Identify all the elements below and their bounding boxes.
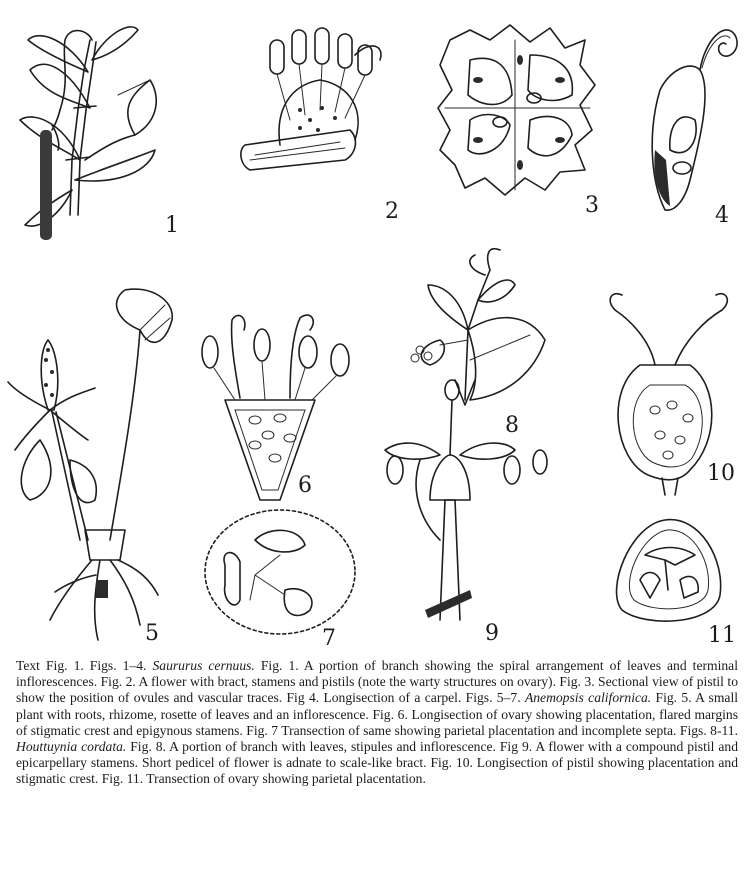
fig-11-transection-drawing <box>617 520 721 622</box>
fig-7-label: 7 <box>322 626 336 650</box>
fig-8-branch-drawing <box>411 249 545 405</box>
caption-taxon-anemopsis: Anemopsis californica. <box>524 690 652 706</box>
fig-8-label: 8 <box>505 413 519 438</box>
caption-taxon-houttuynia: Houttuynia cordata. <box>16 739 127 755</box>
caption-part-2: Fig. 1. A portion of branch showing the spiral arrangement of leaves and terminal inflorescences. Fig. 2. A flower with bract, stamens and pistils (note the warty structures on ovary). Fig. 3. Sectional view of pistil to show the position of ovules and vascular traces. Fig 4. Longisection of a carpel. Figs. 5–7. <box>16 658 738 706</box>
fig-2-label: 2 <box>385 199 399 224</box>
fig-10-label: 10 <box>707 461 735 486</box>
fig-9-flower-drawing <box>385 380 547 620</box>
fig-1-branch-drawing <box>20 27 156 240</box>
fig-7-transection-drawing <box>205 510 355 634</box>
caption-part-1: Text Fig. 1. Figs. 1–4. <box>16 658 147 673</box>
caption-part-3: Fig. 5. A small plant with roots, rhizome, rosette of leaves and an inflorescence. Fig. 6. Longisection of ovary showing placentation, flared margins of stigmatic crest and epigynous stamens. Fig. 7 Transection of same showing parietal placentation and incomplete septa. Figs. 8-11. <box>16 690 738 738</box>
fig-6-label: 6 <box>298 473 312 498</box>
fig-5-label: 5 <box>145 621 159 646</box>
fig-1-label: 1 <box>165 213 179 238</box>
caption-taxon-saururus: Saururus cernuus. <box>152 658 255 673</box>
fig-2-flower-drawing <box>241 28 381 170</box>
caption-part-4: Fig. 8. A portion of branch with leaves, stipules and inflorescence. Fig 9. A flower with a compound pistil and epicarpellary stamens. Short pedicel of flower is adnate to scale-like bract. Fig. 10. Longisection of pistil showing placentation and stigmatic crest. Fig. 11. Transection of ovary showing parietal placentation. <box>16 739 738 787</box>
fig-4-label: 4 <box>715 203 729 228</box>
fig-9-label: 9 <box>485 621 499 646</box>
figure-caption <box>16 658 738 788</box>
fig-3-section-drawing <box>438 25 595 195</box>
fig-5-plant-drawing <box>8 289 172 640</box>
fig-6-ovary-drawing <box>202 315 349 500</box>
fig-3-label: 3 <box>585 193 599 218</box>
fig-4-carpel-drawing <box>652 30 737 210</box>
fig-11-label: 11 <box>708 623 736 648</box>
